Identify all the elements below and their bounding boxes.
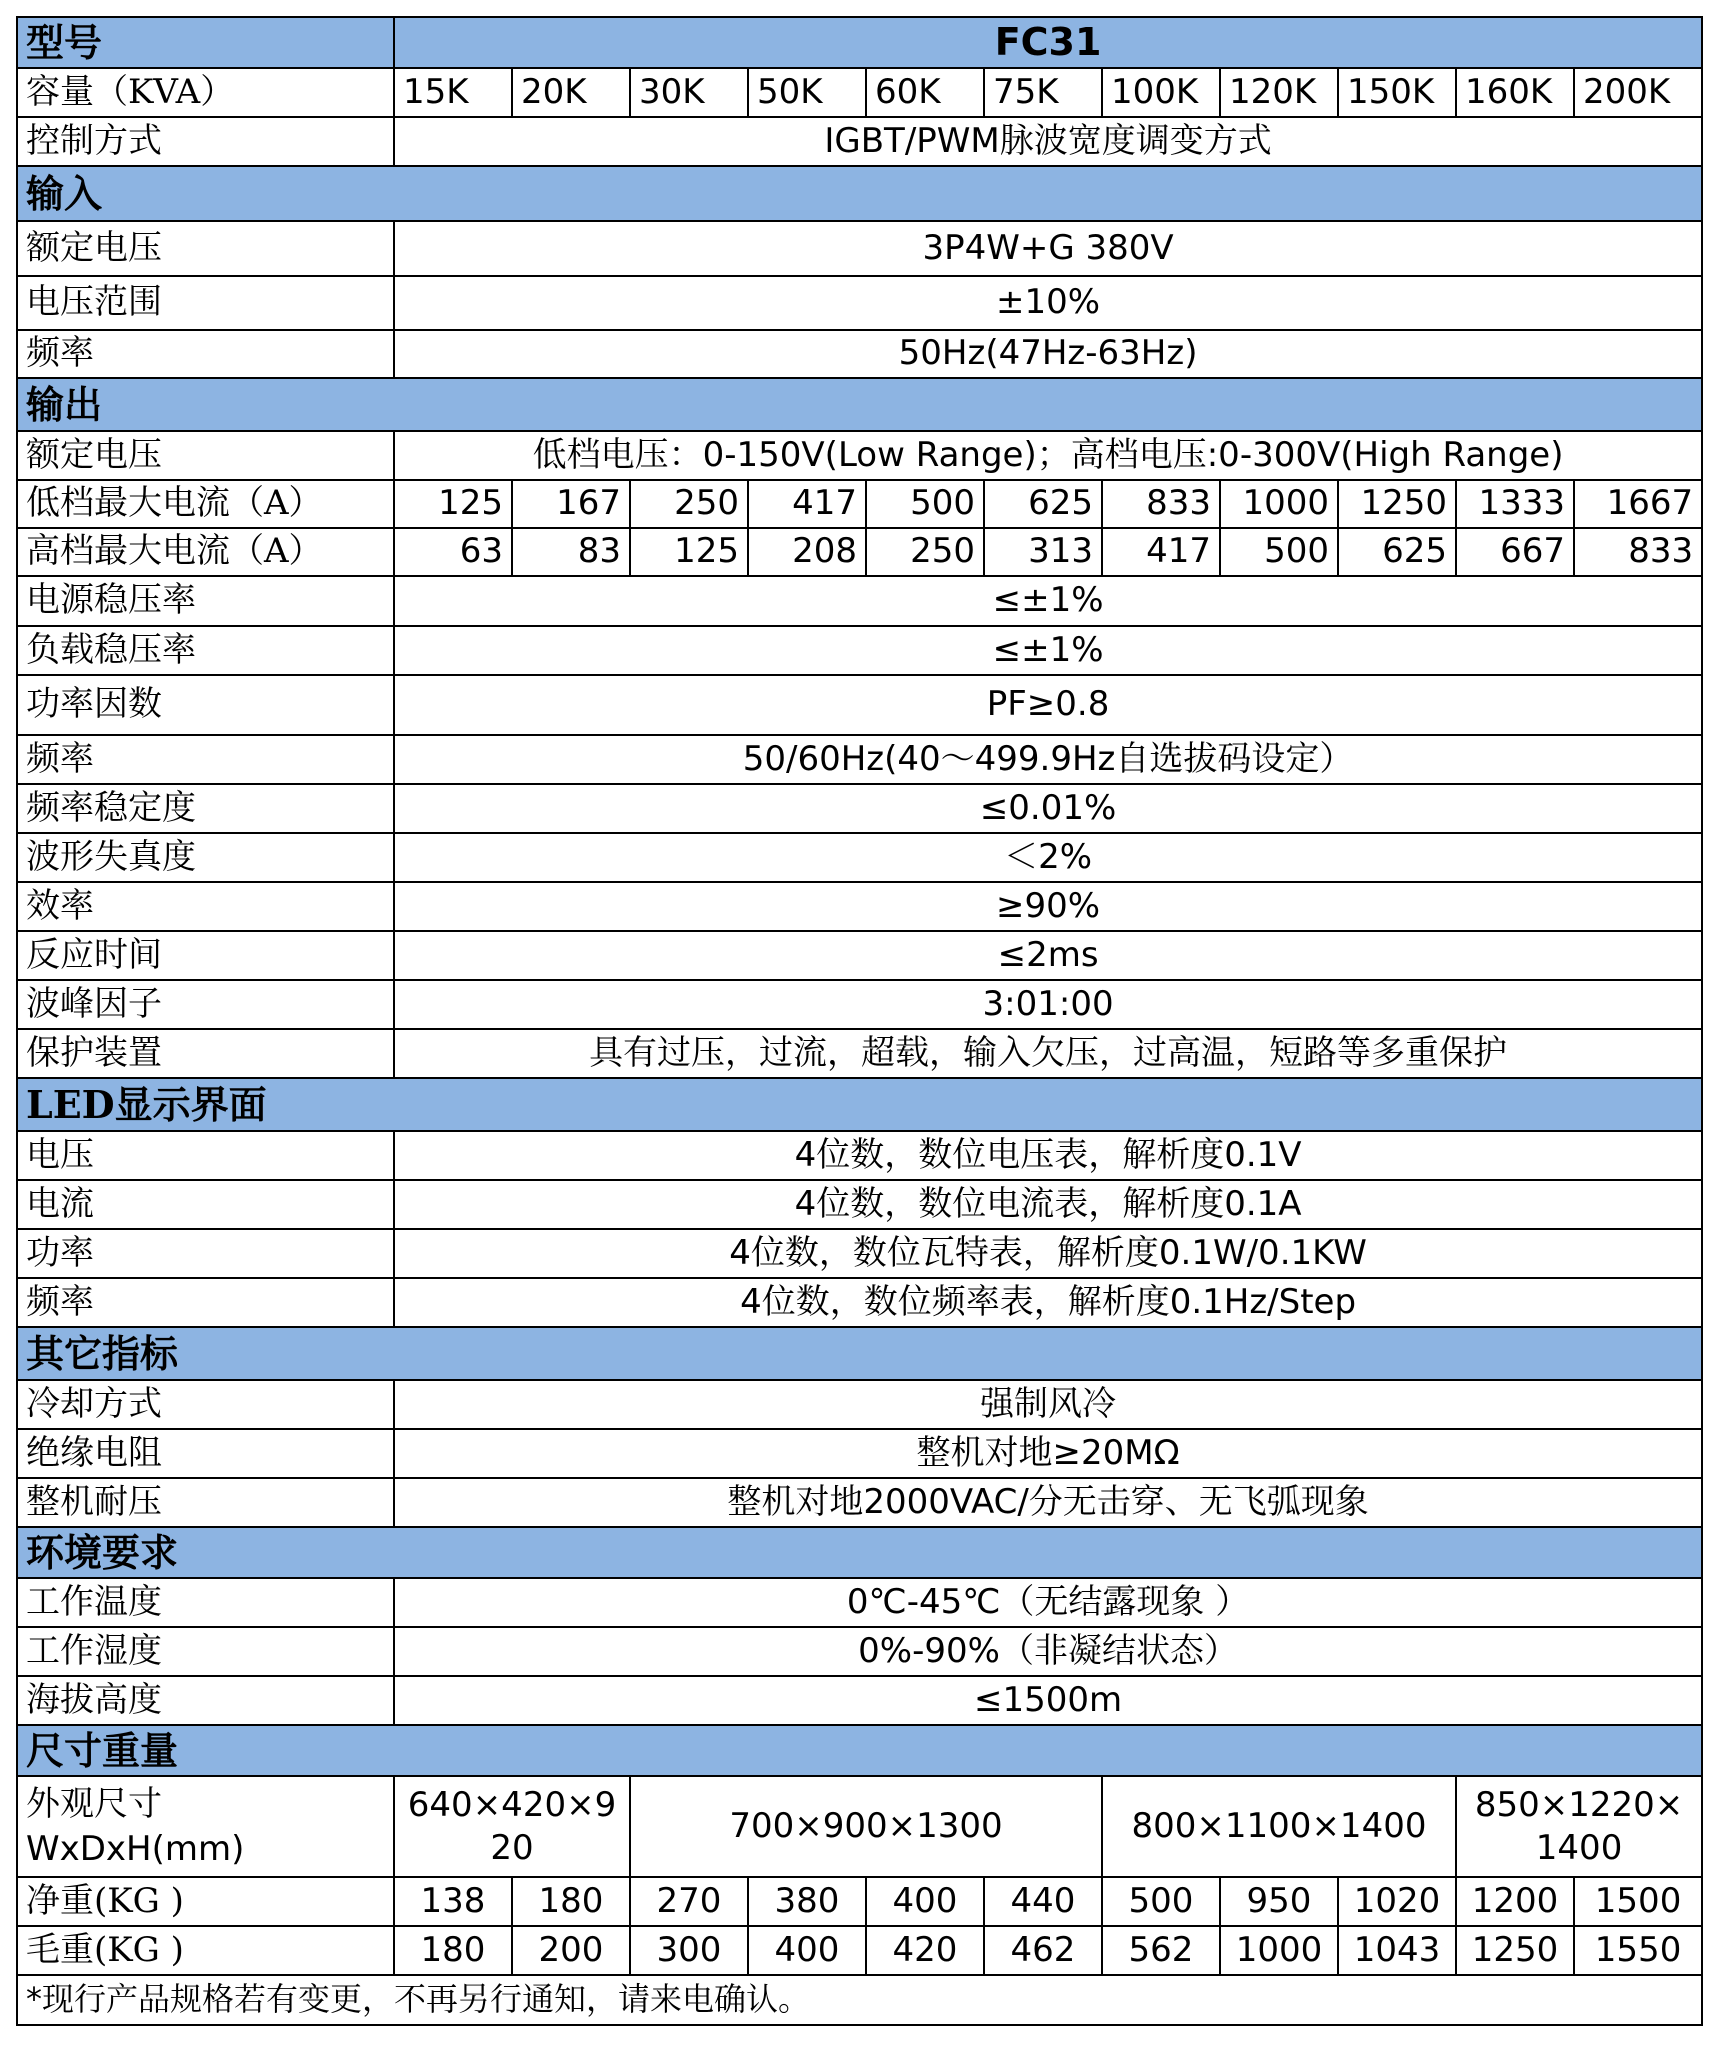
current-value: 167: [512, 480, 630, 528]
dimension-label-line: WxDxH(mm): [26, 1828, 245, 1869]
model-label: 型号: [17, 17, 394, 68]
spec-row: [17, 1478, 1702, 1527]
spec-value: ≤0.01%: [394, 784, 1702, 833]
spec-value: 3:01:00: [394, 980, 1702, 1029]
capacity-value: 50K: [748, 68, 866, 117]
weight-value: 1000: [1220, 1926, 1338, 1975]
spec-value: 0%-90%（非凝结状态）: [394, 1627, 1702, 1676]
net-weight-row: [17, 1877, 1702, 1926]
capacity-label: 容量（KVA）: [17, 68, 394, 117]
gross-weight-row: [17, 1926, 1702, 1975]
spec-value: 强制风冷: [394, 1380, 1702, 1429]
dimension-value: 700×900×1300: [630, 1776, 1102, 1877]
spec-value: 整机对地≥20MΩ: [394, 1429, 1702, 1478]
spec-label: 频率: [17, 330, 394, 378]
weight-value: 138: [394, 1877, 512, 1926]
spec-label: 低档最大电流（A）: [17, 480, 394, 528]
spec-value: ≤±1%: [394, 626, 1702, 675]
spec-value: 4位数，数位电压表，解析度0.1V: [394, 1131, 1702, 1180]
spec-label: 负载稳压率: [17, 626, 394, 675]
weight-value: 562: [1102, 1926, 1220, 1975]
weight-value: 380: [748, 1877, 866, 1926]
current-value: 667: [1456, 528, 1574, 576]
spec-row: [17, 1627, 1702, 1676]
spec-table: [16, 16, 1703, 2026]
spec-row: [17, 431, 1702, 480]
current-value: 417: [1102, 528, 1220, 576]
weight-value: 1020: [1338, 1877, 1456, 1926]
current-value: 500: [866, 480, 984, 528]
section-title: 环境要求: [17, 1527, 1702, 1578]
spec-value: 4位数，数位电流表，解析度0.1A: [394, 1180, 1702, 1229]
spec-value: 0℃-45℃（无结露现象 ）: [394, 1578, 1702, 1627]
current-value: 63: [394, 528, 512, 576]
current-value: 1667: [1574, 480, 1702, 528]
spec-row: [17, 1229, 1702, 1278]
control-value: IGBT/PWM脉波宽度调变方式: [394, 117, 1702, 166]
spec-label: 工作温度: [17, 1578, 394, 1627]
current-value: 83: [512, 528, 630, 576]
weight-value: 1043: [1338, 1926, 1456, 1975]
dimension-label-line: 外观尺寸: [26, 1784, 162, 1825]
capacity-value: 120K: [1220, 68, 1338, 117]
spec-label: 保护装置: [17, 1029, 394, 1078]
footnote-row: [17, 1975, 1702, 2025]
current-value: 1250: [1338, 480, 1456, 528]
control-row: [17, 117, 1702, 166]
weight-value: 400: [748, 1926, 866, 1975]
spec-label: 整机耐压: [17, 1478, 394, 1527]
current-value: 1333: [1456, 480, 1574, 528]
weight-value: 500: [1102, 1877, 1220, 1926]
section-title: 输入: [17, 166, 1702, 221]
weight-value: 1250: [1456, 1926, 1574, 1975]
spec-row: [17, 1131, 1702, 1180]
current-value: 208: [748, 528, 866, 576]
spec-label: 绝缘电阻: [17, 1429, 394, 1478]
dimension-value: 800×1100×1400: [1102, 1776, 1456, 1877]
spec-value: 整机对地2000VAC/分无击穿、无飞弧现象: [394, 1478, 1702, 1527]
spec-label: 电压: [17, 1131, 394, 1180]
spec-row: [17, 1180, 1702, 1229]
spec-row: [17, 1029, 1702, 1078]
spec-value: ≤1500m: [394, 1676, 1702, 1725]
spec-label: 净重(KG ): [17, 1877, 394, 1926]
weight-value: 420: [866, 1926, 984, 1975]
spec-value: 50Hz(47Hz-63Hz): [394, 330, 1702, 378]
spec-value: 4位数，数位瓦特表，解析度0.1W/0.1KW: [394, 1229, 1702, 1278]
weight-value: 950: [1220, 1877, 1338, 1926]
spec-value: ＜2%: [394, 833, 1702, 882]
section-title: LED显示界面: [17, 1078, 1702, 1131]
spec-label: 额定电压: [17, 221, 394, 276]
spec-row: [17, 1278, 1702, 1327]
section-output: [17, 378, 1702, 431]
dimension-value: 850×1220×1400: [1456, 1776, 1702, 1877]
weight-value: 462: [984, 1926, 1102, 1975]
current-value: 125: [630, 528, 748, 576]
spec-value: 3P4W+G 380V: [394, 221, 1702, 276]
spec-row: [17, 276, 1702, 330]
weight-value: 270: [630, 1877, 748, 1926]
spec-row: [17, 1578, 1702, 1627]
section-title: 输出: [17, 378, 1702, 431]
spec-label: 频率: [17, 735, 394, 784]
spec-row: [17, 735, 1702, 784]
section-title: 尺寸重量: [17, 1725, 1702, 1776]
capacity-row: [17, 68, 1702, 117]
capacity-value: 20K: [512, 68, 630, 117]
dimension-value: 640×420×920: [394, 1776, 630, 1877]
section-environment: [17, 1527, 1702, 1578]
weight-value: 180: [512, 1877, 630, 1926]
spec-row: [17, 1429, 1702, 1478]
section-size-weight: [17, 1725, 1702, 1776]
spec-value: PF≥0.8: [394, 675, 1702, 735]
spec-value: ±10%: [394, 276, 1702, 330]
capacity-value: 150K: [1338, 68, 1456, 117]
spec-label: 电流: [17, 1180, 394, 1229]
spec-label: 电源稳压率: [17, 576, 394, 626]
low-current-row: [17, 480, 1702, 528]
spec-row: [17, 1676, 1702, 1725]
current-value: 1000: [1220, 480, 1338, 528]
spec-row: [17, 221, 1702, 276]
current-value: 313: [984, 528, 1102, 576]
spec-label: 毛重(KG ): [17, 1926, 394, 1975]
dimension-label: [17, 1776, 394, 1877]
current-value: 125: [394, 480, 512, 528]
spec-row: [17, 330, 1702, 378]
weight-value: 1550: [1574, 1926, 1702, 1975]
model-name: FC31: [394, 17, 1702, 68]
weight-value: 1200: [1456, 1877, 1574, 1926]
section-other: [17, 1327, 1702, 1380]
spec-row: [17, 931, 1702, 980]
spec-label: 波峰因子: [17, 980, 394, 1029]
spec-label: 电压范围: [17, 276, 394, 330]
current-value: 500: [1220, 528, 1338, 576]
weight-value: 200: [512, 1926, 630, 1975]
current-value: 625: [1338, 528, 1456, 576]
section-title: 其它指标: [17, 1327, 1702, 1380]
spec-label: 高档最大电流（A）: [17, 528, 394, 576]
spec-label: 海拔高度: [17, 1676, 394, 1725]
spec-label: 功率因数: [17, 675, 394, 735]
spec-label: 频率: [17, 1278, 394, 1327]
capacity-value: 15K: [394, 68, 512, 117]
spec-label: 效率: [17, 882, 394, 931]
spec-value: 4位数，数位频率表，解析度0.1Hz/Step: [394, 1278, 1702, 1327]
section-led: [17, 1078, 1702, 1131]
weight-value: 440: [984, 1877, 1102, 1926]
capacity-value: 30K: [630, 68, 748, 117]
weight-value: 180: [394, 1926, 512, 1975]
current-value: 625: [984, 480, 1102, 528]
capacity-value: 160K: [1456, 68, 1574, 117]
footnote: *现行产品规格若有变更，不再另行通知，请来电确认。: [17, 1975, 1702, 2025]
spec-label: 功率: [17, 1229, 394, 1278]
weight-value: 300: [630, 1926, 748, 1975]
capacity-value: 75K: [984, 68, 1102, 117]
spec-row: [17, 576, 1702, 626]
current-value: 833: [1574, 528, 1702, 576]
current-value: 250: [866, 528, 984, 576]
spec-value: ≤±1%: [394, 576, 1702, 626]
spec-row: [17, 626, 1702, 675]
spec-row: [17, 1380, 1702, 1429]
spec-row: [17, 833, 1702, 882]
spec-value: ≥90%: [394, 882, 1702, 931]
spec-value: 50/60Hz(40～499.9Hz自选拔码设定）: [394, 735, 1702, 784]
control-label: 控制方式: [17, 117, 394, 166]
capacity-value: 100K: [1102, 68, 1220, 117]
dimension-row: [17, 1776, 1702, 1877]
weight-value: 1500: [1574, 1877, 1702, 1926]
current-value: 417: [748, 480, 866, 528]
spec-label: 工作湿度: [17, 1627, 394, 1676]
capacity-value: 200K: [1574, 68, 1702, 117]
spec-label: 频率稳定度: [17, 784, 394, 833]
capacity-value: 60K: [866, 68, 984, 117]
current-value: 833: [1102, 480, 1220, 528]
spec-value: 低档电压：0-150V(Low Range)；高档电压:0-300V(High Range): [394, 431, 1702, 480]
weight-value: 400: [866, 1877, 984, 1926]
spec-row: [17, 980, 1702, 1029]
current-value: 250: [630, 480, 748, 528]
spec-label: 冷却方式: [17, 1380, 394, 1429]
spec-row: [17, 784, 1702, 833]
section-input: [17, 166, 1702, 221]
spec-label: 额定电压: [17, 431, 394, 480]
spec-label: 波形失真度: [17, 833, 394, 882]
spec-label: 反应时间: [17, 931, 394, 980]
high-current-row: [17, 528, 1702, 576]
spec-value: ≤2ms: [394, 931, 1702, 980]
spec-value: 具有过压，过流，超载，输入欠压，过高温，短路等多重保护: [394, 1029, 1702, 1078]
spec-row: [17, 882, 1702, 931]
spec-row: [17, 675, 1702, 735]
model-row: [17, 17, 1702, 68]
